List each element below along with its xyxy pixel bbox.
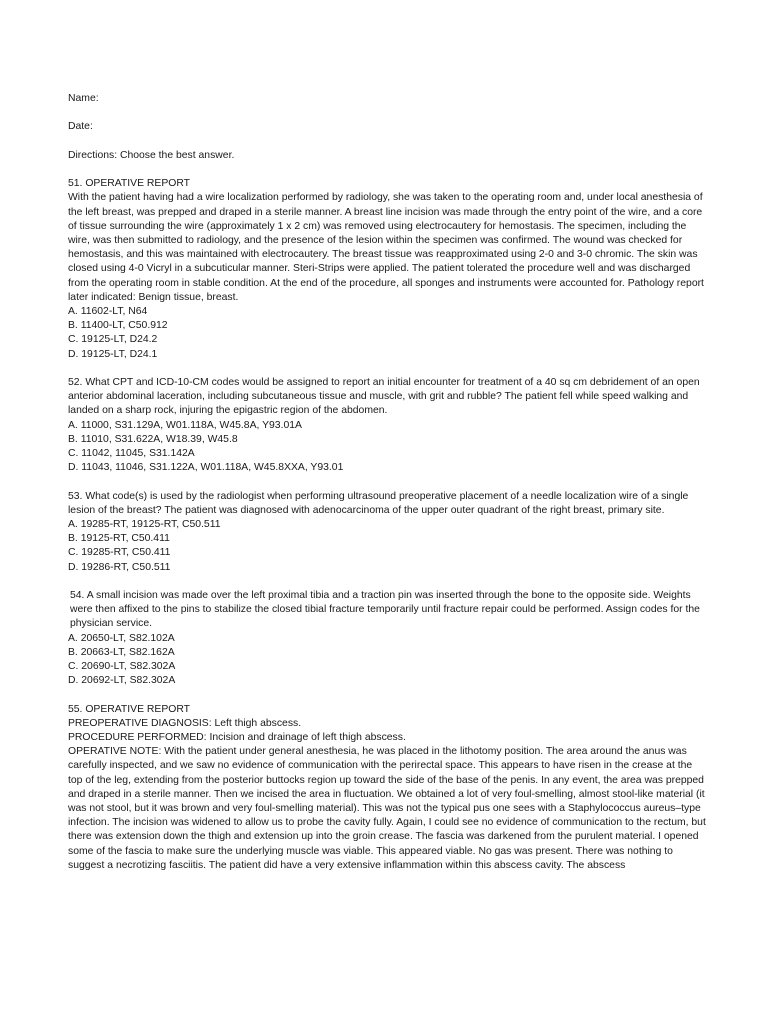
answer-option-c: C. 19125-LT, D24.2 [68,334,158,346]
answer-option-d: D. 19125-LT, D24.1 [68,348,158,360]
preoperative-diagnosis: PREOPERATIVE DIAGNOSIS: Left thigh abscess. [68,717,302,729]
answer-option-d: D. 20692-LT, S82.302A [68,675,176,687]
question-54 [68,589,708,688]
answer-option-d: D. 11043, 11046, S31.122A, W01.118A, W45.8XXA, Y93.01 [68,462,344,474]
question-text: With the patient having had a wire localization performed by radiology, she was taken to the operating room and, under local anesthesia of the left breast, was prepped and draped in a sterile manner. A breast line incision was made through the entry point of the wire, and a core of tissue surrounding the wire (approximately 1 x 2 cm) was removed using electrocautery for hemostasis. The specimen, including the wire, was then submitted to radiology, and the presence of the lesion within the specimen was confirmed. The wound was checked for hemostasis, and this was maintained with electrocautery. The breast tissue was reapproximated using 2-0 and 3-0 chromic. The skin was closed using 4-0 Vicryl in a subcuticular manner. Steri-Strips were applied. The patient tolerated the procedure well and was discharged from the operating room in stable condition. At the end of the procedure, all sponges and instruments were accounted for. Pathology report later indicated: Benign tissue, breast. [68,192,704,303]
answer-option-b: B. 11010, S31.622A, W18.39, W45.8 [68,433,238,445]
question-52 [68,376,708,475]
answer-option-a: A. 11000, S31.129A, W01.118A, W45.8A, Y93.01A [68,419,302,431]
answer-option-c: C. 20690-LT, S82.302A [68,661,176,673]
answer-option-a: A. 20650-LT, S82.102A [68,632,175,644]
question-text: 54. A small incision was made over the left proximal tibia and a traction pin was inserted through the bone to the opposite side. Weights were then affixed to the pins to stabilize the closed tibial fracture temporarily until fracture repair could be performed. Assign codes for the physician service. [70,590,700,630]
procedure-performed: PROCEDURE PERFORMED: Incision and drainage of left thigh abscess. [68,732,406,744]
answer-option-b: B. 11400-LT, C50.912 [68,320,168,332]
question-text: 52. What CPT and ICD-10-CM codes would be assigned to report an initial encounter for treatment of a 40 sq cm debridement of an open anterior abdominal laceration, including subcutaneous tissue and muscle, with grit and rubble? The patient fell while speed walking and landed on a sharp rock, injuring the epigastric region of the abdomen. [68,377,700,417]
question-title: 55. OPERATIVE REPORT [68,703,191,715]
answer-option-a: A. 11602-LT, N64 [68,306,148,317]
answer-option-a: A. 19285-RT, 19125-RT, C50.511 [68,519,221,531]
answer-option-c: C. 11042, 11045, S31.142A [68,448,195,460]
answer-option-b: B. 20663-LT, S82.162A [68,646,175,658]
question-55 [68,703,708,873]
question-53 [68,490,708,575]
answer-option-d: D. 19286-RT, C50.511 [68,561,171,573]
question-title: 51. OPERATIVE REPORT [68,178,191,190]
date-label: Date: [68,121,93,133]
answer-option-b: B. 19125-RT, C50.411 [68,533,170,545]
question-text: 53. What code(s) is used by the radiologist when performing ultrasound preoperative placement of a needle localization wire of a single lesion of the breast? The patient was diagnosed with adenocarcinoma of the upper outer quadrant of the right breast, primary site. [68,490,689,516]
question-51 [68,177,708,362]
name-label: Name: [68,93,99,104]
operative-note: OPERATIVE NOTE: With the patient under general anesthesia, he was placed in the lithotomy position. The area around the anus was carefully inspected, and we saw no evidence of communication with the perirectal space. This appears to have risen in the crease at the top of the leg, extending from the posterior buttocks region up toward the side of the base of the penis. In any event, the area was prepped and draped in a sterile manner. Then we incised the area in fluctuation. We obtained a lot of very foul-smelling, almost stool-like material (it was not stool, but it was brown and very foul-smelling material). This was not the typical pus one sees with a Staphylococcus aureus–type infection. The incision was widened to allow us to probe the cavity fully. Again, I could see no evidence of communication to the rectum, but there was extension down the thigh and extension up into the groin crease. The fascia was darkened from the purulent material. I opened some of the fascia to make sure the underlying muscle was viable. This appeared viable. No gas was present. There was nothing to suggest a necrotizing fasciitis. The patient did have a very extensive inflammation within this abscess cavity. The abscess [68,746,706,871]
directions-text: Directions: Choose the best answer. [68,149,235,161]
answer-option-c: C. 19285-RT, C50.411 [68,547,171,559]
